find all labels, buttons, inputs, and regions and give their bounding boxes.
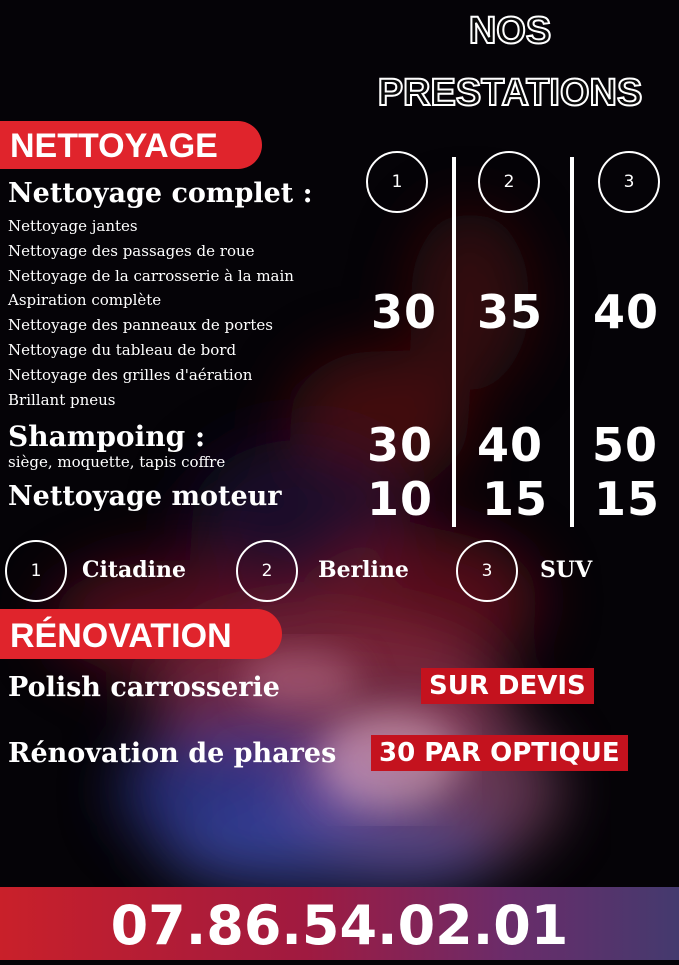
price-complet-2: 35: [476, 285, 543, 339]
column-circle-2: 2: [478, 151, 540, 213]
page-title-line1: NOS: [468, 10, 552, 52]
service-heading-shampoing: Shampoing :: [8, 420, 206, 453]
section-tag-nettoyage: NETTOYAGE: [0, 121, 262, 169]
price-badge-phares: 30 PAR OPTIQUE: [371, 735, 628, 771]
list-item: Nettoyage de la carrosserie à la main: [8, 266, 294, 285]
column-circle-3: 3: [598, 151, 660, 213]
list-item: Aspiration complète: [8, 291, 162, 310]
price-complet-3: 40: [592, 285, 659, 339]
price-complet-1: 30: [370, 285, 437, 339]
service-label-phares: Rénovation de phares: [8, 738, 337, 769]
page-title-line2: PRESTATIONS: [377, 72, 643, 114]
price-shampoing-2: 40: [476, 418, 543, 472]
price-shampoing-1: 30: [366, 418, 433, 472]
legend-label-berline: Berline: [318, 557, 409, 583]
service-label-polish: Polish carrosserie: [8, 672, 280, 703]
legend-label-citadine: Citadine: [82, 557, 187, 583]
list-item: Nettoyage jantes: [8, 217, 138, 235]
price-moteur-3: 15: [593, 472, 660, 526]
list-item: Nettoyage du tableau de bord: [8, 340, 237, 359]
service-heading-complet: Nettoyage complet :: [8, 178, 313, 209]
service-detail-shampoing: siège, moquette, tapis coffre: [8, 453, 226, 471]
list-item: Nettoyage des passages de roue: [8, 241, 255, 260]
list-item: Brillant pneus: [8, 390, 116, 409]
column-circle-1: 1: [366, 151, 428, 213]
legend-label-suv: SUV: [540, 557, 593, 583]
price-badge-polish: SUR DEVIS: [421, 668, 594, 704]
price-shampoing-3: 50: [591, 418, 658, 472]
price-moteur-2: 15: [481, 472, 548, 526]
phone-number[interactable]: 07.86.54.02.01: [110, 894, 569, 957]
list-item: Nettoyage des grilles d'aération: [8, 365, 253, 384]
price-moteur-1: 10: [366, 472, 433, 526]
legend-circle-1: 1: [5, 540, 67, 602]
legend-circle-3: 3: [456, 540, 518, 602]
section-tag-renovation: RÉNOVATION: [0, 609, 282, 659]
service-heading-moteur: Nettoyage moteur: [8, 481, 282, 512]
legend-circle-2: 2: [236, 540, 298, 602]
service-items-list: [8, 214, 294, 412]
list-item: Nettoyage des panneaux de portes: [8, 316, 273, 335]
